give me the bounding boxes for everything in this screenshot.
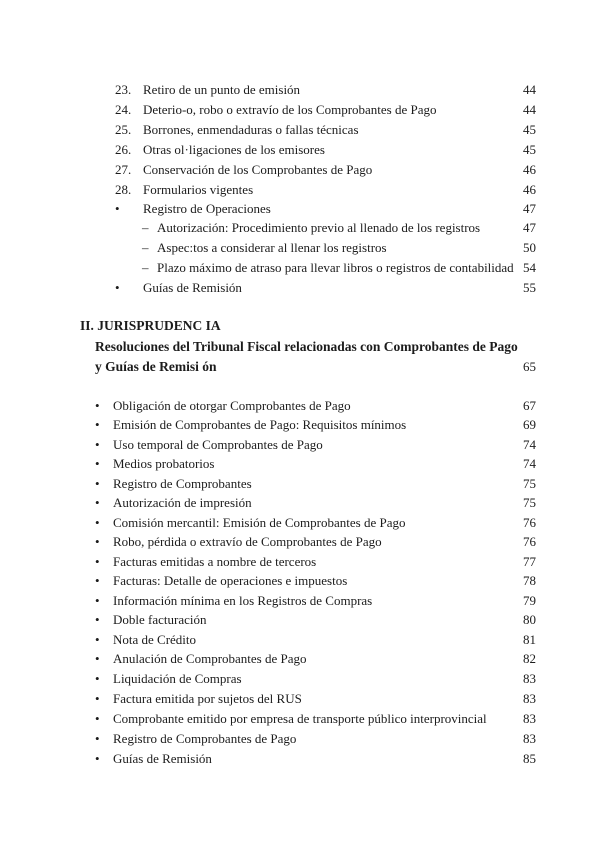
- entry-number: 24.: [115, 102, 132, 117]
- entry-page-number: 46: [523, 162, 536, 177]
- list-item-title: Registro de Comprobantes de Pago: [113, 731, 297, 746]
- list-item: [0, 729, 600, 749]
- toc-entry: [0, 100, 600, 120]
- list-item-page-number: 74: [523, 437, 536, 452]
- entry-title: Borrones, enmendaduras o fallas técnicas: [143, 122, 359, 137]
- list-item-title: Autorización de impresión: [113, 495, 252, 510]
- entry-page-number: 44: [523, 82, 536, 97]
- bullet-icon: •: [95, 691, 100, 706]
- bullet-icon: •: [95, 515, 100, 530]
- list-item-page-number: 83: [523, 731, 536, 746]
- list-item: [0, 669, 600, 689]
- entry-page-number: 44: [523, 102, 536, 117]
- entry-number: 27.: [115, 162, 132, 177]
- list-item-title: Comisión mercantil: Emisión de Comprobantes de Pago: [113, 515, 406, 530]
- toc-entry: [0, 180, 600, 200]
- list-item-title: Guías de Remisión: [113, 751, 212, 766]
- list-item-page-number: 74: [523, 456, 536, 471]
- subentry-title: Aspec:tos a considerar al llenar los registros: [157, 240, 387, 255]
- subentry-title: Autorización: Procedimiento previo al llenado de los registros: [157, 220, 481, 235]
- list-item-page-number: 85: [523, 751, 536, 766]
- list-item: [0, 513, 600, 533]
- entry-title: Retiro de un punto de emisión: [143, 82, 301, 97]
- toc-subentry: [0, 258, 600, 278]
- bullet-icon: •: [95, 554, 100, 569]
- entry-title: Registro de Operaciones: [143, 201, 271, 216]
- subentry-title: Plazo máximo de atraso para llevar libros o registros de contabilidad: [157, 260, 514, 275]
- bullet-icon: •: [95, 751, 100, 766]
- list-item-page-number: 83: [523, 711, 536, 726]
- list-item: [0, 610, 600, 630]
- list-item-page-number: 77: [523, 554, 536, 569]
- list-item-page-number: 76: [523, 515, 536, 530]
- bullet-icon: •: [95, 437, 100, 452]
- list-item: [0, 474, 600, 494]
- toc-entry: [0, 160, 600, 180]
- list-item: [0, 454, 600, 474]
- bullet-icon: •: [95, 711, 100, 726]
- dash-icon: –: [142, 240, 149, 255]
- bullet-icon: •: [95, 612, 100, 627]
- dash-icon: –: [142, 220, 149, 235]
- list-item-title: Registro de Comprobantes: [113, 476, 252, 491]
- entry-page-number: 45: [523, 122, 536, 137]
- toc-entry: [0, 120, 600, 140]
- toc-entry: [0, 140, 600, 160]
- bullet-icon: •: [95, 731, 100, 746]
- subentry-page-number: 54: [523, 260, 536, 275]
- list-item-page-number: 82: [523, 651, 536, 666]
- list-item-page-number: 80: [523, 612, 536, 627]
- section-page-number: 65: [523, 359, 536, 374]
- toc-subentry: [0, 238, 600, 258]
- entry-number: 23.: [115, 82, 132, 97]
- list-item-title: Nota de Crédito: [113, 632, 197, 647]
- list-item-title: Información mínima en los Registros de Compras: [113, 593, 373, 608]
- bullet-icon: •: [95, 476, 100, 491]
- list-item: [0, 749, 600, 769]
- list-item-page-number: 81: [523, 632, 536, 647]
- entry-page-number: 55: [523, 280, 536, 295]
- list-item: [0, 591, 600, 611]
- entry-title: Formularios vigentes: [143, 182, 254, 197]
- list-item-title: Robo, pérdida o extravío de Comprobantes de Pago: [113, 534, 382, 549]
- list-item: [0, 649, 600, 669]
- bullet-icon: •: [95, 495, 100, 510]
- list-item-page-number: 75: [523, 495, 536, 510]
- list-item: [0, 709, 600, 729]
- list-item: [0, 493, 600, 513]
- entry-page-number: 47: [523, 201, 536, 216]
- list-item-title: Emisión de Comprobantes de Pago: Requisitos mínimos: [113, 417, 407, 432]
- toc-entry-guias: [0, 278, 600, 298]
- bullet-icon: •: [95, 534, 100, 549]
- entry-title: Conservación de los Comprobantes de Pago: [143, 162, 373, 177]
- section-subheading-line1: Resoluciones del Tribunal Fiscal relacionadas con Comprobantes de Pago: [95, 339, 518, 354]
- bullet-icon: •: [115, 201, 120, 216]
- bullet-icon: •: [95, 632, 100, 647]
- list-item-title: Liquidación de Compras: [113, 671, 242, 686]
- bullet-icon: •: [95, 417, 100, 432]
- list-item: [0, 435, 600, 455]
- toc-entry: [0, 80, 600, 100]
- list-item: [0, 552, 600, 572]
- list-item-page-number: 78: [523, 573, 536, 588]
- list-item-page-number: 76: [523, 534, 536, 549]
- bullet-icon: •: [95, 398, 100, 413]
- list-item-title: Comprobante emitido por empresa de transporte público interprovincial: [113, 711, 487, 726]
- list-item-page-number: 79: [523, 593, 536, 608]
- section-heading: II. JURISPRUDENC IA: [80, 318, 221, 333]
- entry-title: Otras ol·ligaciones de los emisores: [143, 142, 325, 157]
- list-item-page-number: 67: [523, 398, 536, 413]
- entry-number: 26.: [115, 142, 132, 157]
- list-item-title: Facturas: Detalle de operaciones e impuestos: [113, 573, 348, 588]
- dash-icon: –: [142, 260, 149, 275]
- subentry-page-number: 47: [523, 220, 536, 235]
- list-item: [0, 396, 600, 416]
- toc-subentry: [0, 218, 600, 238]
- list-item-page-number: 83: [523, 671, 536, 686]
- list-item-title: Doble facturación: [113, 612, 207, 627]
- list-item-title: Obligación de otorgar Comprobantes de Pago: [113, 398, 351, 413]
- list-item-page-number: 69: [523, 417, 536, 432]
- toc-entry-registro: [0, 199, 600, 219]
- list-item-title: Anulación de Comprobantes de Pago: [113, 651, 307, 666]
- entry-page-number: 45: [523, 142, 536, 157]
- bullet-icon: •: [95, 573, 100, 588]
- list-item-title: Factura emitida por sujetos del RUS: [113, 691, 302, 706]
- bullet-icon: •: [115, 280, 120, 295]
- list-item-page-number: 75: [523, 476, 536, 491]
- entry-number: 28.: [115, 182, 132, 197]
- subentry-page-number: 50: [523, 240, 536, 255]
- entry-title: Deterio-o, robo o extravío de los Comprobantes de Pago: [143, 102, 437, 117]
- entry-title: Guías de Remisión: [143, 280, 242, 295]
- bullet-icon: •: [95, 671, 100, 686]
- section-subheading-line2: y Guías de Remisi ón: [95, 359, 217, 374]
- bullet-icon: •: [95, 593, 100, 608]
- list-item: [0, 532, 600, 552]
- list-item-title: Facturas emitidas a nombre de terceros: [113, 554, 317, 569]
- list-item: [0, 630, 600, 650]
- list-item-title: Medios probatorios: [113, 456, 215, 471]
- list-item-page-number: 83: [523, 691, 536, 706]
- bullet-icon: •: [95, 456, 100, 471]
- list-item: [0, 415, 600, 435]
- list-item-title: Uso temporal de Comprobantes de Pago: [113, 437, 323, 452]
- entry-page-number: 46: [523, 182, 536, 197]
- bullet-icon: •: [95, 651, 100, 666]
- entry-number: 25.: [115, 122, 132, 137]
- list-item: [0, 689, 600, 709]
- list-item: [0, 571, 600, 591]
